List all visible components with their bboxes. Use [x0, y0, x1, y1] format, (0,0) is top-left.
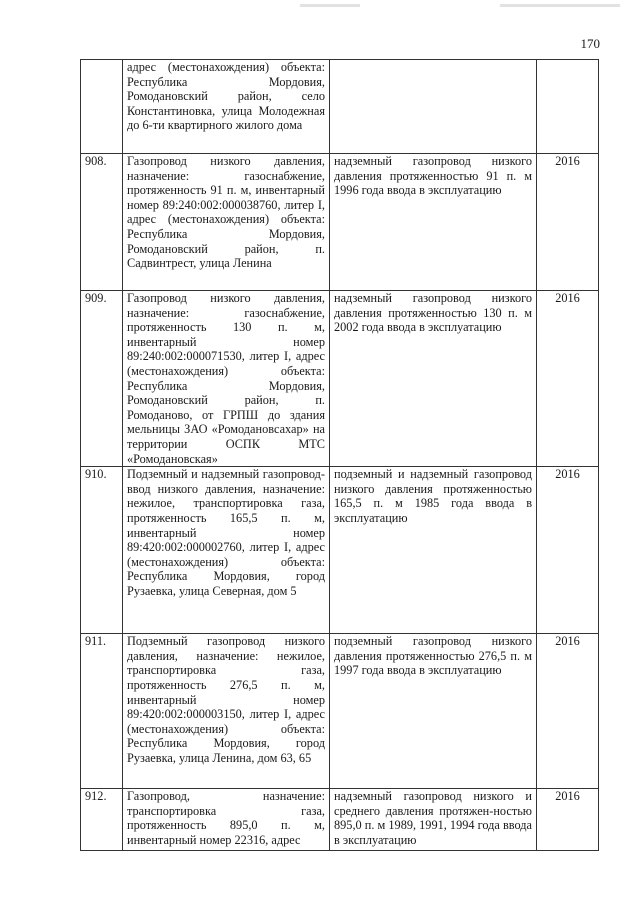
table-row	[81, 60, 599, 154]
year-cell: 2016	[537, 634, 599, 789]
row-number: 912.	[81, 789, 123, 851]
row-number: 909.	[81, 291, 123, 467]
row-number	[81, 60, 123, 154]
object-description-cell	[330, 60, 537, 154]
table-row	[81, 789, 599, 851]
object-name-cell: Газопровод низкого давления, назначение: газоснабжение, протяженность 130 п. м, инвентарный номер 89:240:002:000071530, литер I, адрес (местонахождения) объекта: Республика Мордовия, Ромодановский район, п. Ромоданово, от ГРПШ до здания мельницы ЗАО «Ромодановсахар» на территории ОСПК МТС «Ромодановская»	[123, 291, 330, 467]
object-name-cell: Подземный и надземный газопровод-ввод низкого давления, назначение: нежилое, транспортировка газа, протяженность 165,5 п. м, инвентарный номер 89:420:002:000002760, литер I, адрес (местонахождения) объекта: Республика Мордовия, город Рузаевка, улица Северная, дом 5	[123, 467, 330, 634]
year-cell: 2016	[537, 789, 599, 851]
table-row	[81, 291, 599, 467]
object-description-cell: надземный газопровод низкого и среднего давления протяжен-ностью 895,0 п. м 1989, 1991, 1994 года ввода в эксплуатацию	[330, 789, 537, 851]
row-number: 908.	[81, 154, 123, 291]
year-cell	[537, 60, 599, 154]
year-cell: 2016	[537, 291, 599, 467]
table-row	[81, 154, 599, 291]
object-description-cell: подземный и надземный газопровод низкого давления протяженностью 165,5 п. м 1985 года ввода в эксплуатацию	[330, 467, 537, 634]
table-row	[81, 634, 599, 789]
object-name-cell: Газопровод низкого давления, назначение: газоснабжение, протяженность 91 п. м, инвентарный номер 89:240:002:000038760, литер I, адрес (местонахождения) объекта: Республика Мордовия, Ромодановский район, п. Садвинтрест, улица Ленина	[123, 154, 330, 291]
object-name-cell: Газопровод, назначение: транспортировка газа, протяженность 895,0 п. м, инвентарный номер 22316, адрес	[123, 789, 330, 851]
object-name-cell: адрес (местонахождения) объекта: Республика Мордовия, Ромодановский район, село Константиновка, улица Молодежная до 6-ти квартирного жилого дома	[123, 60, 330, 154]
row-number: 910.	[81, 467, 123, 634]
scan-artifact	[300, 4, 360, 7]
object-name-cell: Подземный газопровод низкого давления, назначение: нежилое, транспортировка газа, протяженность 276,5 п. м, инвентарный номер 89:420:002:000003150, литер I, адрес (местонахождения) объекта: Республика Мордовия, город Рузаевка, улица Ленина, дом 63, 65	[123, 634, 330, 789]
year-cell: 2016	[537, 154, 599, 291]
row-number: 911.	[81, 634, 123, 789]
table-row	[81, 467, 599, 634]
object-description-cell: надземный газопровод низкого давления протяженностью 130 п. м 2002 года ввода в эксплуатацию	[330, 291, 537, 467]
object-description-cell: надземный газопровод низкого давления протяженностью 91 п. м 1996 года ввода в эксплуатацию	[330, 154, 537, 291]
property-registry-table	[80, 59, 599, 851]
object-description-cell: подземный газопровод низкого давления протяженностью 276,5 п. м 1997 года ввода в эксплуатацию	[330, 634, 537, 789]
year-cell: 2016	[537, 467, 599, 634]
page-number: 170	[580, 36, 600, 51]
scan-artifact	[500, 4, 620, 7]
